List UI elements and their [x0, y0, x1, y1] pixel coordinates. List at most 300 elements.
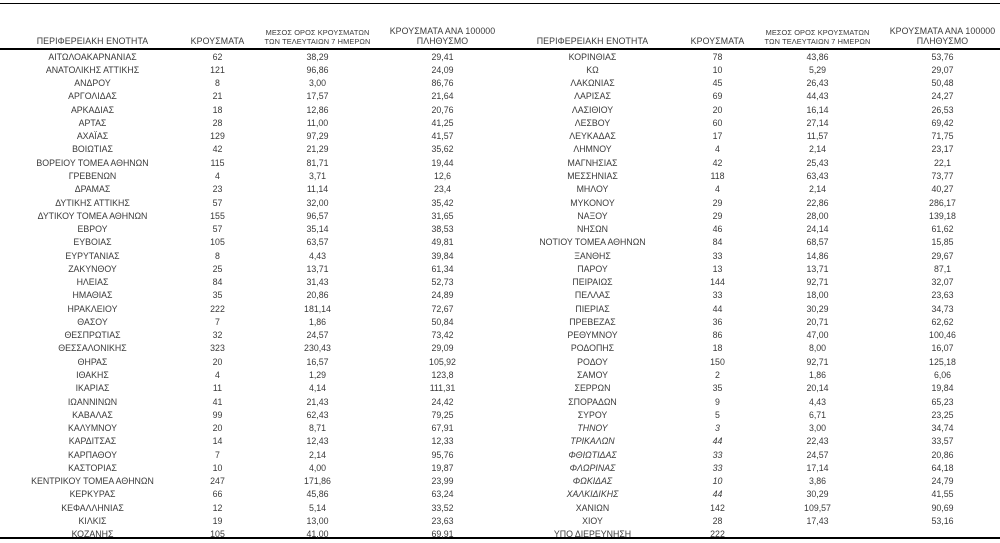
table-row: [0, 209, 500, 222]
per100k-cell: 73,42: [431, 330, 454, 341]
avg7-cell: 25,43: [806, 157, 829, 168]
per100k-cell: 125,18: [929, 356, 956, 367]
region-cell: ΛΑΣΙΘΙΟΥ: [571, 104, 614, 115]
cases-cell: 29: [712, 197, 723, 208]
per100k-cell: 24,42: [431, 396, 454, 407]
avg7-cell: 17,57: [306, 91, 329, 102]
per100k-cell: 23,63: [431, 515, 454, 526]
per100k-cell: 87,1: [933, 263, 952, 274]
table-row: [500, 276, 1000, 289]
per100k-cell: 6,06: [933, 370, 952, 380]
table-header-left: [0, 4, 500, 49]
table-row: [500, 368, 1000, 381]
avg7-cell: 63,43: [806, 171, 829, 182]
regional-cases-report: [0, 3, 1000, 539]
table-row: [0, 368, 500, 381]
region-cell: ΚΕΡΚΥΡΑΣ: [69, 489, 116, 500]
table-row: [500, 90, 1000, 103]
per100k-cell: 63,24: [431, 489, 454, 500]
avg7-cell: 30,29: [806, 489, 829, 500]
per100k-cell: 19,84: [931, 383, 954, 394]
per100k-cell: 29,09: [431, 343, 454, 354]
table-row: [0, 249, 500, 262]
cases-cell: 20: [712, 104, 723, 115]
region-cell: ΦΘΙΩΤΙΔΑΣ: [568, 449, 617, 460]
cases-cell: 222: [710, 529, 725, 540]
per100k-cell: 105,92: [429, 356, 456, 367]
avg7-cell: 4,43: [308, 250, 327, 261]
table-row: [0, 183, 500, 196]
region-cell: ΣΑΜΟΥ: [576, 370, 609, 380]
region-cell: ΕΒΡΟΥ: [77, 224, 108, 235]
col-header-region: ΠΕΡΙΦΕΡΕΙΑΚΗ ΕΝΟΤΗΤΑ: [500, 4, 685, 49]
cases-cell: 33: [712, 290, 723, 301]
per100k-cell: 62,62: [931, 316, 954, 327]
avg7-cell: 2,14: [308, 449, 327, 460]
cases-cell: 20: [212, 356, 223, 367]
per100k-cell: 33,57: [931, 436, 954, 447]
region-cell: ΚΑΡΠΑΘΟΥ: [68, 449, 117, 460]
table-row: [0, 421, 500, 434]
per100k-cell: 16,07: [931, 343, 954, 354]
table-row: [500, 342, 1000, 355]
cases-cell: 9: [715, 396, 720, 407]
cases-cell: 84: [712, 237, 723, 248]
avg7-cell: 11,57: [806, 131, 829, 142]
cases-cell: 222: [210, 303, 225, 314]
cases-cell: 247: [210, 476, 225, 487]
cases-cell: 44: [712, 489, 723, 500]
table-row: [0, 395, 500, 408]
per100k-cell: 31,65: [431, 210, 454, 221]
avg7-cell: 26,43: [806, 78, 829, 89]
region-cell: ΛΕΥΚΑΔΑΣ: [569, 131, 616, 142]
region-cell: ΚΑΒΑΛΑΣ: [72, 409, 113, 420]
table-row: [500, 49, 1000, 63]
cases-cell: 84: [212, 277, 223, 288]
region-cell: ΚΕΦΑΛΛΗΝΙΑΣ: [61, 502, 124, 513]
per100k-cell: 12,6: [433, 171, 452, 182]
avg7-cell: 20,86: [306, 290, 329, 301]
table-row: [0, 49, 500, 63]
col-header-cases: ΚΡΟΥΣΜΑΤΑ: [685, 4, 750, 49]
avg7-cell: 24,57: [806, 449, 829, 460]
cases-cell: 4: [715, 144, 720, 155]
col-header-avg7: ΜΕΣΟΣ ΟΡΟΣ ΚΡΟΥΣΜΑΤΩΝ ΤΩΝ ΤΕΛΕΥΤΑΙΩΝ 7 ΗΜΕΡΩΝ: [250, 4, 385, 49]
table-row: [500, 461, 1000, 474]
avg7-cell: 92,71: [806, 356, 829, 367]
cases-cell: 129: [210, 131, 225, 142]
avg7-cell: 5,14: [308, 502, 327, 513]
region-cell: ΧΑΛΚΙΔΙΚΗΣ: [566, 489, 619, 500]
per100k-cell: 26,53: [931, 104, 954, 115]
region-cell: ΓΡΕΒΕΝΩΝ: [68, 171, 117, 182]
avg7-cell: 11,00: [306, 117, 329, 128]
cases-cell: 33: [712, 250, 723, 261]
table-row: [0, 448, 500, 461]
avg7-cell: 44,43: [806, 91, 829, 102]
cases-cell: 17: [712, 131, 723, 142]
per100k-cell: 69,42: [931, 117, 954, 128]
avg7-cell: 14,86: [806, 250, 829, 261]
avg7-cell: 1,86: [808, 370, 827, 380]
region-cell: ΚΙΛΚΙΣ: [78, 515, 107, 526]
cases-cell: 323: [210, 343, 225, 354]
per100k-cell: 34,74: [931, 423, 954, 434]
per100k-cell: 19,87: [431, 462, 454, 473]
region-cell: ΡΕΘΥΜΝΟΥ: [567, 330, 618, 341]
col-header-avg7: ΜΕΣΟΣ ΟΡΟΣ ΚΡΟΥΣΜΑΤΩΝ ΤΩΝ ΤΕΛΕΥΤΑΙΩΝ 7 ΗΜΕΡΩΝ: [750, 4, 885, 49]
per100k-cell: 29,67: [931, 250, 954, 261]
table-row: [500, 143, 1000, 156]
cases-cell: 18: [712, 343, 723, 354]
cases-table-left: [0, 4, 500, 541]
table-row: [500, 395, 1000, 408]
avg7-cell: 1,86: [308, 316, 327, 327]
region-cell: ΤΗΝΟΥ: [577, 423, 608, 434]
avg7-cell: 1,29: [308, 370, 327, 380]
table-row: [500, 448, 1000, 461]
per100k-cell: [885, 528, 1000, 541]
per100k-cell: 29,07: [931, 64, 954, 75]
region-cell: ΗΜΑΘΙΑΣ: [72, 290, 113, 301]
avg7-cell: 181,14: [304, 303, 331, 314]
table-row: [0, 90, 500, 103]
region-cell: ΖΑΚΥΝΘΟΥ: [68, 263, 117, 274]
region-cell: ΣΥΡΟΥ: [577, 409, 608, 420]
cases-cell: 29: [712, 210, 723, 221]
per100k-cell: 19,44: [431, 157, 454, 168]
cases-cell: 10: [212, 462, 223, 473]
table-row: [500, 408, 1000, 421]
avg7-cell: 41,00: [306, 529, 329, 540]
cases-cell: 21: [212, 91, 223, 102]
region-cell: ΚΑΡΔΙΤΣΑΣ: [68, 436, 117, 447]
cases-cell: 28: [712, 515, 723, 526]
avg7-cell: 16,57: [306, 356, 329, 367]
per100k-cell: 61,62: [931, 224, 954, 235]
table-row: [0, 222, 500, 235]
avg7-cell: 8,71: [308, 423, 327, 434]
cases-cell: 20: [212, 423, 223, 434]
table-row: [0, 488, 500, 501]
table-row: [0, 355, 500, 368]
avg7-cell: 45,86: [306, 489, 329, 500]
cases-cell: 11: [212, 383, 223, 394]
table-body-left: [0, 49, 500, 541]
table-row: [500, 488, 1000, 501]
table-row: [500, 63, 1000, 76]
cases-cell: 33: [712, 449, 723, 460]
avg7-cell: 28,00: [806, 210, 829, 221]
avg7-cell: 20,71: [806, 316, 829, 327]
region-cell: ΡΟΔΟΥ: [577, 356, 608, 367]
table-row: [0, 116, 500, 129]
table-header-right: [500, 4, 1000, 49]
per100k-cell: 72,67: [431, 303, 454, 314]
region-cell: ΚΩ: [586, 64, 599, 75]
region-cell: ΠΡΕΒΕΖΑΣ: [569, 316, 616, 327]
cases-cell: 4: [215, 171, 220, 182]
table-row: [0, 130, 500, 143]
per100k-cell: 69,91: [431, 529, 454, 540]
cases-cell: 36: [712, 316, 723, 327]
cases-cell: 8: [215, 78, 220, 89]
table-row: [0, 408, 500, 421]
region-cell: ΗΛΕΙΑΣ: [76, 277, 109, 288]
col-header-per100k: ΚΡΟΥΣΜΑΤΑ ΑΝΑ 100000 ΠΛΗΘΥΣΜΟ: [385, 4, 500, 49]
avg7-cell: 18,00: [806, 290, 829, 301]
region-cell: ΑΝΑΤΟΛΙΚΗΣ ΑΤΤΙΚΗΣ: [45, 64, 140, 75]
region-cell: ΕΥΡΥΤΑΝΙΑΣ: [65, 250, 120, 261]
per100k-cell: 24,09: [431, 64, 454, 75]
table-row: [0, 315, 500, 328]
avg7-cell: 3,86: [808, 476, 827, 487]
table-row: [0, 77, 500, 90]
table-row: [500, 514, 1000, 527]
avg7-cell: 21,43: [306, 396, 329, 407]
per100k-cell: 24,89: [431, 290, 454, 301]
per100k-cell: 123,8: [431, 370, 454, 380]
per100k-cell: 32,07: [931, 277, 954, 288]
per100k-cell: 38,53: [431, 224, 454, 235]
per100k-cell: 50,84: [431, 316, 454, 327]
cases-cell: 2: [715, 370, 720, 380]
avg7-cell: 11,14: [306, 184, 329, 195]
table-row: [0, 276, 500, 289]
cases-cell: 14: [212, 436, 223, 447]
region-cell: ΣΠΟΡΑΔΩΝ: [568, 396, 617, 407]
cases-cell: 5: [715, 409, 720, 420]
cases-cell: 41: [212, 396, 223, 407]
per100k-cell: 20,86: [931, 449, 954, 460]
table-row: [500, 475, 1000, 488]
per100k-cell: 41,55: [931, 489, 954, 500]
avg7-cell: 17,14: [806, 462, 829, 473]
avg7-cell: 17,43: [806, 515, 829, 526]
cases-cell: 4: [715, 184, 720, 195]
cases-cell: 10: [712, 64, 723, 75]
table-row: [0, 262, 500, 275]
cases-cell: 42: [212, 144, 223, 155]
table-row: [500, 501, 1000, 514]
per100k-cell: 29,41: [431, 51, 454, 62]
region-cell: ΑΡΚΑΔΙΑΣ: [70, 104, 115, 115]
per100k-cell: 33,52: [431, 502, 454, 513]
table-row: [500, 262, 1000, 275]
table-row: [0, 329, 500, 342]
avg7-cell: 8,00: [808, 343, 827, 354]
avg7-cell: 22,43: [806, 436, 829, 447]
table-row: [500, 329, 1000, 342]
region-cell: ΘΑΣΟΥ: [77, 316, 108, 327]
region-cell: ΙΘΑΚΗΣ: [76, 370, 109, 380]
region-cell: ΛΑΡΙΣΑΣ: [574, 91, 611, 102]
avg7-cell: 81,71: [306, 157, 329, 168]
per100k-cell: 23,25: [931, 409, 954, 420]
table-row: [500, 116, 1000, 129]
region-cell: ΦΩΚΙΔΑΣ: [572, 476, 613, 487]
region-cell: ΚΕΝΤΡΙΚΟΥ ΤΟΜΕΑ ΑΘΗΝΩΝ: [31, 476, 154, 487]
region-cell: ΑΝΔΡΟΥ: [74, 78, 111, 89]
table-row: [0, 196, 500, 209]
table-row: [0, 461, 500, 474]
avg7-cell: 3,00: [308, 78, 327, 89]
per100k-cell: 12,33: [431, 436, 454, 447]
avg7-cell: 38,29: [306, 51, 329, 62]
table-row: [0, 143, 500, 156]
table-row: [500, 302, 1000, 315]
cases-cell: 62: [212, 51, 223, 62]
cases-cell: 150: [710, 356, 725, 367]
avg7-cell: 63,57: [306, 237, 329, 248]
per100k-cell: 21,64: [431, 91, 454, 102]
table-row: [500, 435, 1000, 448]
cases-cell: 28: [212, 117, 223, 128]
avg7-cell: 27,14: [806, 117, 829, 128]
avg7-cell: 24,14: [806, 224, 829, 235]
region-cell: ΝΟΤΙΟΥ ΤΟΜΕΑ ΑΘΗΝΩΝ: [539, 237, 646, 248]
avg7-cell: 230,43: [304, 343, 331, 354]
per100k-cell: 40,27: [931, 184, 954, 195]
region-cell: ΜΕΣΣΗΝΙΑΣ: [567, 171, 618, 182]
cases-cell: 142: [710, 502, 725, 513]
avg7-cell: 31,43: [306, 277, 329, 288]
per100k-cell: 95,76: [431, 449, 454, 460]
cases-cell: 69: [712, 91, 723, 102]
table-row: [0, 103, 500, 116]
region-cell: ΠΙΕΡΙΑΣ: [575, 303, 610, 314]
avg7-cell: 6,71: [808, 409, 827, 420]
per100k-cell: 90,69: [931, 502, 954, 513]
per100k-cell: 34,73: [931, 303, 954, 314]
table-row: [0, 435, 500, 448]
region-cell: ΝΗΣΩΝ: [576, 224, 609, 235]
region-cell: ΠΕΙΡΑΙΩΣ: [572, 277, 613, 288]
avg7-cell: 16,14: [806, 104, 829, 115]
avg7-cell: 22,86: [806, 197, 829, 208]
per100k-cell: 35,62: [431, 144, 454, 155]
avg7-cell: 43,86: [806, 51, 829, 62]
region-cell: ΜΗΛΟΥ: [576, 184, 609, 195]
per100k-cell: 23,17: [931, 144, 954, 155]
cases-cell: 7: [215, 316, 220, 327]
avg7-cell: 4,43: [808, 396, 827, 407]
col-header-per100k: ΚΡΟΥΣΜΑΤΑ ΑΝΑ 100000 ΠΛΗΘΥΣΜΟ: [885, 4, 1000, 49]
region-cell: ΚΟΖΑΝΗΣ: [71, 529, 114, 540]
avg7-cell: 13,71: [306, 263, 329, 274]
table-row: [500, 183, 1000, 196]
region-cell: ΙΩΑΝΝΙΝΩΝ: [67, 396, 118, 407]
table-row: [500, 236, 1000, 249]
avg7-cell: 12,43: [306, 436, 329, 447]
region-cell: ΜΑΓΝΗΣΙΑΣ: [567, 157, 618, 168]
avg7-cell: 92,71: [806, 277, 829, 288]
avg7-cell: 32,00: [306, 197, 329, 208]
cases-cell: 86: [712, 330, 723, 341]
avg7-cell: 3,71: [308, 171, 327, 182]
table-row: [500, 421, 1000, 434]
region-cell: ΡΟΔΟΠΗΣ: [570, 343, 615, 354]
region-cell: ΑΙΤΩΛΟΑΚΑΡΝΑΝΙΑΣ: [48, 51, 137, 62]
region-cell: ΞΑΝΘΗΣ: [574, 250, 611, 261]
avg7-cell: 4,00: [308, 462, 327, 473]
cases-cell: 105: [210, 529, 225, 540]
cases-cell: 35: [712, 383, 723, 394]
cases-cell: 121: [210, 64, 225, 75]
cases-cell: 12: [212, 502, 223, 513]
region-cell: ΘΕΣΠΡΩΤΙΑΣ: [64, 330, 121, 341]
table-row: [500, 156, 1000, 169]
table-row: [500, 169, 1000, 182]
per100k-cell: 49,81: [431, 237, 454, 248]
cases-cell: 45: [712, 78, 723, 89]
cases-cell: 57: [212, 224, 223, 235]
region-cell: ΧΙΟΥ: [582, 515, 603, 526]
table-row: [0, 382, 500, 395]
avg7-cell: 97,29: [306, 131, 329, 142]
table-row: [0, 501, 500, 514]
cases-cell: 118: [710, 171, 725, 182]
table-body-right: [500, 49, 1000, 541]
cases-cell: 3: [715, 423, 720, 434]
table-row: [0, 528, 500, 541]
table-row: [0, 342, 500, 355]
per100k-cell: 23,99: [431, 476, 454, 487]
col-header-cases: ΚΡΟΥΣΜΑΤΑ: [185, 4, 250, 49]
per100k-cell: 50,48: [931, 78, 954, 89]
table-row: [500, 209, 1000, 222]
per100k-cell: 20,76: [431, 104, 454, 115]
cases-table-right: [500, 4, 1000, 541]
cases-cell: 57: [212, 197, 223, 208]
cases-cell: 13: [712, 263, 723, 274]
avg7-cell: 62,43: [306, 409, 329, 420]
per100k-cell: 22,1: [933, 157, 952, 168]
table-row: [500, 249, 1000, 262]
table-row: [0, 169, 500, 182]
cases-cell: 155: [210, 210, 225, 221]
region-cell: ΔΡΑΜΑΣ: [74, 184, 111, 195]
per100k-cell: 15,85: [931, 237, 954, 248]
table-row: [0, 156, 500, 169]
table-row: [500, 315, 1000, 328]
avg7-cell: 47,00: [806, 330, 829, 341]
cases-cell: 115: [210, 157, 225, 168]
per100k-cell: 41,25: [431, 117, 454, 128]
table-row: [0, 289, 500, 302]
table-row: [500, 196, 1000, 209]
cases-cell: 105: [210, 237, 225, 248]
per100k-cell: 61,34: [431, 263, 454, 274]
region-cell: ΤΡΙΚΑΛΩΝ: [570, 436, 615, 447]
region-cell: ΜΥΚΟΝΟΥ: [570, 197, 615, 208]
avg7-cell: 24,57: [306, 330, 329, 341]
avg7-cell: 21,29: [306, 144, 329, 155]
per100k-cell: 53,16: [931, 515, 954, 526]
region-cell: ΚΟΡΙΝΘΙΑΣ: [568, 51, 617, 62]
region-cell: ΑΧΑΪΑΣ: [76, 131, 109, 142]
avg7-cell: 96,57: [306, 210, 329, 221]
region-cell: ΛΑΚΩΝΙΑΣ: [570, 78, 615, 89]
cases-cell: 32: [212, 330, 223, 341]
cases-cell: 46: [712, 224, 723, 235]
avg7-cell: 13,00: [306, 515, 329, 526]
cases-cell: 44: [712, 303, 723, 314]
table-row: [500, 130, 1000, 143]
avg7-cell: 2,14: [808, 184, 827, 195]
table-row: [0, 514, 500, 527]
